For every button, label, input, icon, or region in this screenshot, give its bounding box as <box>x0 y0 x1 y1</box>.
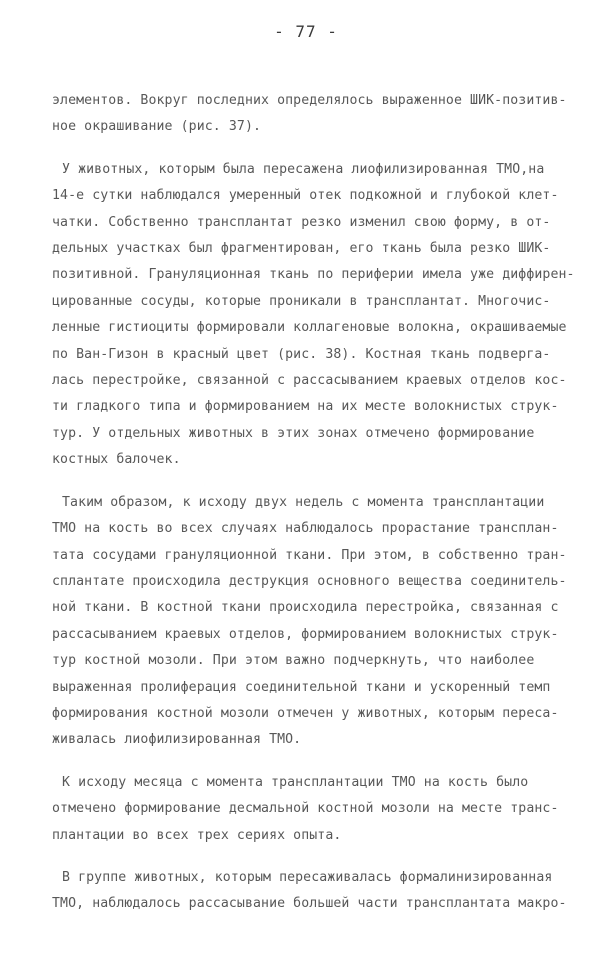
text-line: выраженная пролиферация соединительной ткани и ускоренный темп <box>52 679 551 695</box>
text-line: элементов. Вокруг последних определялось выраженное ШИК-позитив- <box>52 93 567 108</box>
text-line: ной ткани. В костной ткани происходила перестройка, связанная с <box>52 600 559 616</box>
text-line: отмечено формирование десмальной костной мозоли на месте транс- <box>52 801 559 817</box>
text-line: ленные гистиоциты формировали коллагеновые волокна, окрашиваемые <box>52 320 567 336</box>
paragraph <box>52 157 582 474</box>
text-line: 14-е сутки наблюдался умеренный отек подкожной и глубокой клет- <box>52 188 559 204</box>
text-line: тата сосудами грануляционной ткани. При этом, в собственно тран- <box>52 547 567 563</box>
text-line: ТМО на кость во всех случаях наблюдалось прорастание трансплан- <box>52 521 559 537</box>
text-line: цированные сосуды, которые проникали в трансплантат. Многочис- <box>52 293 551 309</box>
text-line: тур костной мозоли. При этом важно подчеркнуть, что наиболее <box>52 653 535 669</box>
paragraph <box>52 490 582 754</box>
page-number: - 77 - <box>274 22 338 41</box>
text-line: плантации во всех трех сериях опыта. <box>52 827 342 843</box>
text-line: К исходу месяца с момента трансплантации ТМО на кость было <box>62 774 529 790</box>
text-line: чатки. Собственно трансплантат резко изменил свою форму, в от- <box>52 214 551 230</box>
text-line: тур. У отдельных животных в этих зонах отмечено формирование <box>52 425 535 441</box>
text-line: ти гладкого типа и формированием на их месте волокнистых струк- <box>52 399 559 415</box>
text-line: формирования костной мозоли отмечен у животных, которым переса- <box>52 705 559 721</box>
text-line: дельных участках был фрагментирован, его ткань была резко ШИК- <box>52 241 551 257</box>
text-line: Таким образом, к исходу двух недель с момента трансплантации <box>62 494 545 510</box>
paragraph <box>52 88 582 141</box>
text-line: костных балочек. <box>52 452 181 468</box>
paragraph <box>52 770 582 849</box>
text-line: ТМО, наблюдалось рассасывание большей части трансплантата макро- <box>52 896 567 912</box>
text-line: сплантате происходила деструкция основного вещества соединитель- <box>52 573 567 589</box>
text-line: лась перестройке, связанной с рассасыванием краевых отделов кос- <box>52 373 567 389</box>
text-line: У животных, которым была пересажена лиофилизированная ТМО,на <box>62 161 545 177</box>
text-line: по Ван-Гизон в красный цвет (рис. 38). Костная ткань подверга- <box>52 346 551 362</box>
text-line: позитивной. Грануляционная ткань по периферии имела уже диффирен- <box>52 267 575 283</box>
paragraph <box>52 865 582 918</box>
text-line: живалась лиофилизированная ТМО. <box>52 732 302 748</box>
text-line: ное окрашивание (рис. 37). <box>52 119 262 135</box>
text-line: рассасыванием краевых отделов, формированием волокнистых струк- <box>52 626 559 642</box>
text-line: В группе животных, которым пересаживалась формалинизированная <box>62 869 553 885</box>
body-text <box>52 88 582 918</box>
